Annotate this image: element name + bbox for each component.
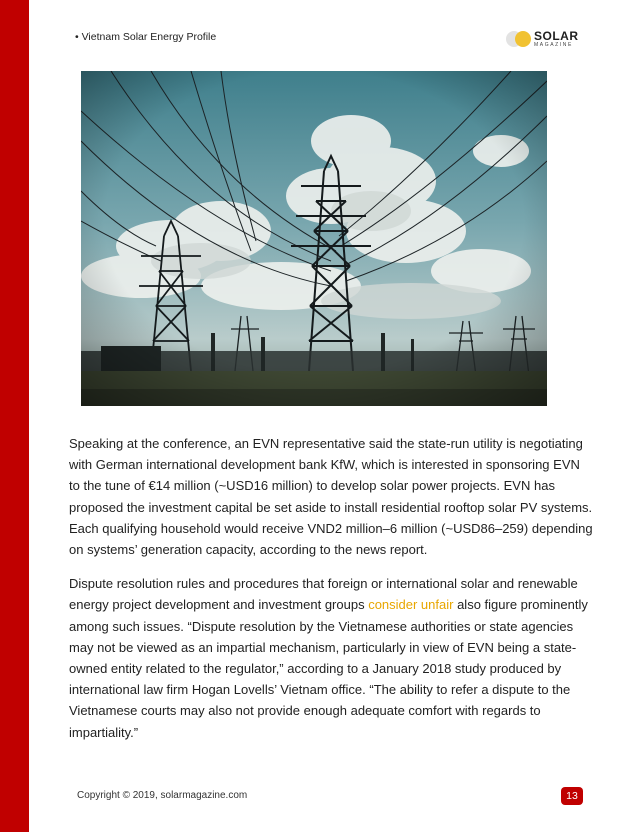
left-accent-strip bbox=[0, 0, 29, 832]
paragraph-2 bbox=[69, 573, 593, 743]
header-title: Vietnam Solar Energy Profile bbox=[81, 31, 217, 43]
power-lines-photo bbox=[81, 71, 547, 406]
logo-name: SOLAR bbox=[534, 29, 579, 43]
page-number-badge: 13 bbox=[561, 787, 583, 805]
consider-unfair-link[interactable]: consider unfair bbox=[368, 597, 454, 613]
logo-circle-yellow bbox=[515, 31, 531, 47]
solar-magazine-logo bbox=[506, 28, 582, 50]
logo-subtitle: MAGAZINE bbox=[534, 42, 573, 48]
running-header bbox=[75, 31, 216, 43]
header-bullet: • bbox=[75, 31, 79, 43]
paragraph-2-text-before: Dispute resolution rules and procedures that foreign or international solar and renewable energy project development and investment groups bbox=[69, 576, 578, 613]
paragraph-1: Speaking at the conference, an EVN representative said the state-run utility is negotiating with German international development bank KfW, which is interested in sponsoring EVN to the tune of €14 million (~USD16 million) to develop solar power projects. EVN has proposed the investment capital be set aside to install residential rooftop solar PV systems. Each qualifying household would receive VND2 million–6 million (~USD86–259) depending on systems’ generation capacity, according to the news report. bbox=[69, 436, 593, 558]
paragraph-2-text-after: also figure prominently among such issues. “Dispute resolution by the Vietnamese authorities or state agencies may not be viewed as an impartial mechanism, particularly in view of EVN being a state-owned entity related to the regulator,” according to a January 2018 study produced by international law firm Hogan Lovells’ Vietnam office. “The ability to refer a dispute to the Vietnamese courts may also not provide enough adequate comfort with regards to impartiality.” bbox=[69, 597, 588, 740]
copyright-footer: Copyright © 2019, solarmagazine.com bbox=[77, 790, 248, 801]
article-body bbox=[69, 433, 593, 756]
transmission-towers-illustration bbox=[81, 71, 547, 406]
